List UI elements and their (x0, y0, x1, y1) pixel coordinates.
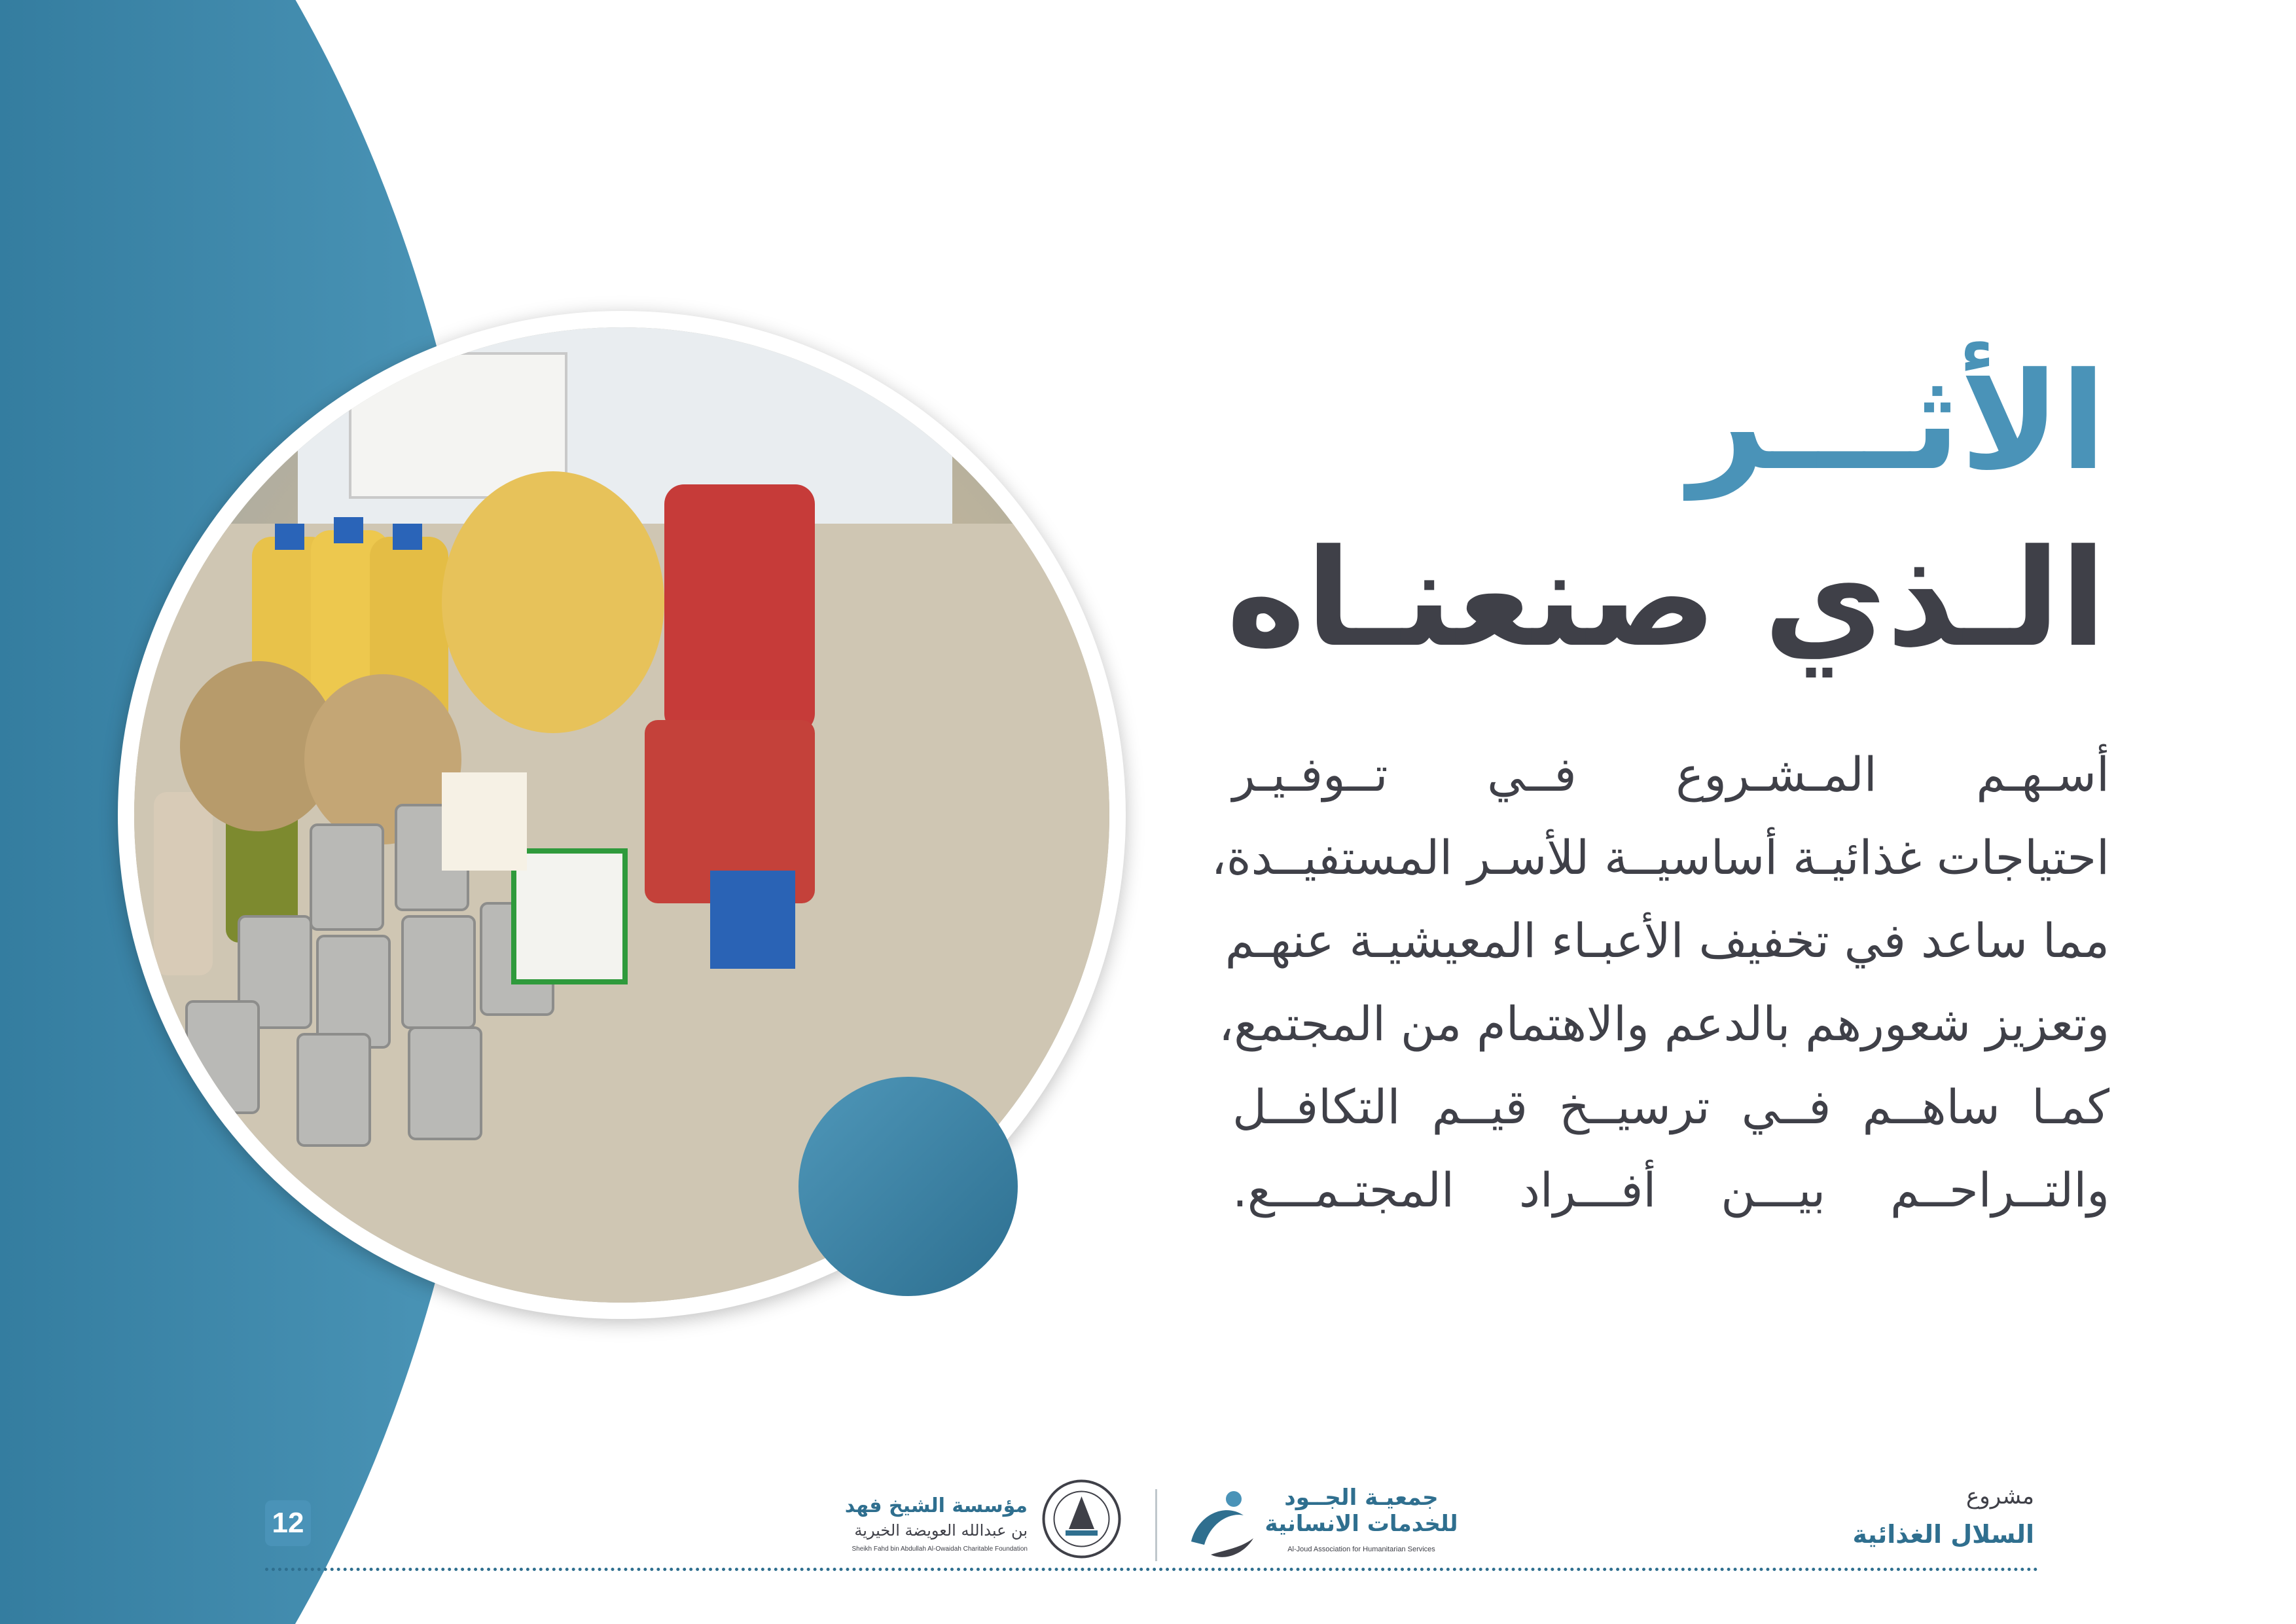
body-line: وتعزيز شعورهم بالدعم والاهتمام من المجتمع، (1219, 996, 2109, 1051)
page-number-badge: 12 (265, 1500, 311, 1546)
body-line: كمـا ساهــم فــي ترسيــخ قيــم التكافــل (1232, 1079, 2109, 1134)
body-line: أسـهـم المـشـروع فــي تــوفـيـر (1232, 747, 2109, 802)
association-name-line2: للخدمات الانسانية (1265, 1511, 1458, 1537)
title-line-2: الـذي صنعنـاه (1226, 521, 2106, 677)
accent-circle (798, 1077, 1018, 1296)
logo-divider (1155, 1489, 1157, 1561)
foundation-logo-icon (1041, 1478, 1122, 1560)
association-name-line1: جمعيـة الجــود (1284, 1485, 1439, 1511)
body-line: والتــراحــم بيـــن أفـــراد المجتـمـــع. (1232, 1163, 2109, 1218)
body-line: مما ساعد في تخفيف الأعبـاء المعيشيـة عنهـم (1225, 913, 2109, 968)
project-label: مشروع (1965, 1483, 2034, 1509)
association-name-en: Al-Joud Association for Humanitarian Services (1287, 1545, 1435, 1553)
association-logo-icon (1172, 1476, 1270, 1574)
foundation-name-en: Sheikh Fahd bin Abdullah Al-Owaidah Charitable Foundation (852, 1545, 1028, 1553)
body-line: احتياجات غذائيـة أساسيــة للأسـر المستفيــدة، (1211, 830, 2109, 885)
body-paragraph (1211, 733, 2109, 1232)
foundation-name-line2: بن عبدالله العويضة الخيرية (854, 1521, 1028, 1540)
project-name: السلال الغذائية (1852, 1520, 2034, 1549)
association-name (1263, 1485, 1460, 1537)
foundation-name-line1: مؤسسة الشيخ فهد (844, 1494, 1028, 1517)
title-line-1: الأثـــر (1689, 344, 2106, 500)
footer-dotted-rule (265, 1568, 2039, 1571)
